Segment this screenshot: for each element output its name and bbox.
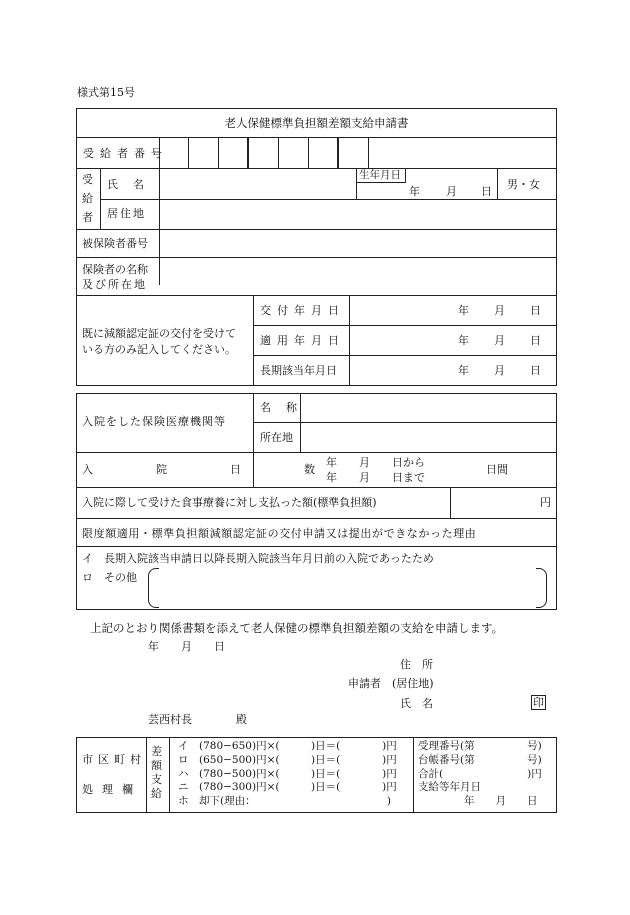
addressee: 芸西村長 殿	[148, 713, 247, 726]
seal-stamp	[531, 695, 546, 710]
name-label: 氏 名	[107, 178, 146, 191]
calc-row: イ (780−650)円×( )日＝( )円	[178, 740, 397, 752]
reason-other-field[interactable]	[160, 569, 535, 605]
gender-select[interactable]: 男・女	[507, 178, 540, 191]
apply-day: 日	[530, 334, 541, 347]
calc-row: ホ 却下(理由： )	[178, 795, 391, 808]
vertical-char: 差	[151, 745, 162, 758]
hospital-address-label: 所在地	[260, 431, 293, 444]
reason-option-i[interactable]: イ 長期入院該当申請日以降長期入院該当年月日前の入院であったため	[82, 552, 434, 565]
calc-row: ハ (780−500)円×( )日＝( )円	[178, 767, 397, 780]
vertical-char: 者	[82, 211, 93, 224]
issue-day: 日	[530, 304, 541, 317]
vertical-char: 受	[82, 173, 93, 186]
meal-paid-label: 入院に際して受けた食事療養に対し支払った額(標準負担額)	[82, 496, 377, 509]
cert-note-1: 既に減額認定証の交付を受けて	[82, 327, 236, 340]
apply-month: 月	[494, 334, 505, 347]
hospital-label: 入院をした保険医療機関等	[82, 415, 226, 428]
stay-days-label: 入 院 日 数	[82, 463, 341, 476]
insured-number-field[interactable]	[160, 230, 556, 256]
admin-rows	[418, 740, 542, 809]
stay-from: 年 月 日から	[326, 456, 425, 469]
reason-bracket-left	[148, 568, 159, 608]
recipient-number-label: 受給者番号	[83, 147, 168, 160]
admin-row: 年 月 日	[464, 795, 538, 808]
calc-rows	[178, 740, 397, 809]
long-stay-month: 月	[494, 364, 505, 377]
insurer-label-1: 保険者の名称	[82, 263, 148, 276]
calc-row: ニ (780−300)円×( )日＝( )円	[178, 781, 397, 794]
vertical-char: 給	[151, 787, 162, 800]
meal-paid-yen: 円	[540, 496, 551, 509]
vertical-char: 額	[151, 759, 162, 772]
form-number: 様式第15号	[77, 86, 135, 99]
recipient-group-label	[82, 172, 94, 229]
reason-bracket-right	[536, 568, 547, 608]
vertical-char: 給	[82, 192, 93, 205]
address-field[interactable]	[160, 200, 556, 228]
long-stay-label: 長期該当年月日	[260, 364, 337, 377]
hospital-address-field[interactable]	[301, 423, 556, 451]
insured-number-label: 被保険者番号	[82, 237, 148, 250]
issue-date-label: 交付年月日	[260, 304, 345, 317]
issue-month: 月	[494, 304, 505, 317]
birthdate-label: 生年月日	[359, 169, 401, 181]
recipient-number-boxes[interactable]	[159, 137, 369, 168]
meal-paid-field[interactable]	[451, 488, 536, 517]
reason-option-ro[interactable]: ロ その他	[82, 571, 137, 584]
declaration: 上記のとおり関係書類を添えて老人保健の標準負担額差額の支給を申請します。	[90, 621, 504, 635]
hospital-name-label: 名 称	[260, 401, 299, 414]
apply-year: 年	[458, 334, 469, 347]
admin-row: 支給等年月日	[418, 781, 481, 794]
admin-row: 合計( )円	[418, 767, 542, 780]
insurer-field[interactable]	[160, 258, 556, 285]
reason-label: 限度額適用・標準負担額減額認定証の交付申請又は提出ができなかった理由	[82, 527, 477, 540]
long-stay-day: 日	[530, 364, 541, 377]
hospital-name-field[interactable]	[301, 394, 556, 421]
long-stay-year: 年	[458, 364, 469, 377]
applicant-name-label: 氏 名	[400, 697, 433, 710]
apply-date-label: 適用年月日	[260, 334, 345, 347]
cert-note-2: いる方のみ記入してください。	[82, 343, 236, 356]
issue-year: 年	[458, 304, 469, 317]
insurer-label-2: 及び所在地	[82, 278, 147, 291]
admin-row: 台帳番号(第 号)	[418, 753, 542, 766]
vertical-char: 支	[151, 773, 162, 786]
calc-row: ロ (650−500)円×( )日＝( )円	[178, 753, 397, 766]
form-title: 老人保健標準負担額差額支給申請書	[224, 116, 409, 130]
birthdate-day: 日	[481, 185, 492, 198]
office-label-1: 市区町村	[82, 753, 146, 766]
stay-days-unit: 日間	[486, 463, 508, 476]
stay-to: 年 月 日まで	[326, 471, 425, 484]
address-label: 居住地	[107, 207, 146, 220]
birthdate-year: 年	[409, 185, 420, 198]
seal-char: 印	[533, 696, 544, 709]
diff-label	[151, 745, 163, 801]
name-field[interactable]	[160, 169, 355, 199]
admin-row: 受理番号(第 号)	[418, 740, 542, 752]
address-line: 住 所	[400, 658, 433, 671]
sign-date[interactable]: 年 月 日	[148, 640, 225, 653]
office-label-2: 処理欄	[82, 783, 142, 796]
applicant-line: 申請者 (居住地)	[348, 677, 434, 690]
birthdate-month: 月	[446, 185, 457, 198]
